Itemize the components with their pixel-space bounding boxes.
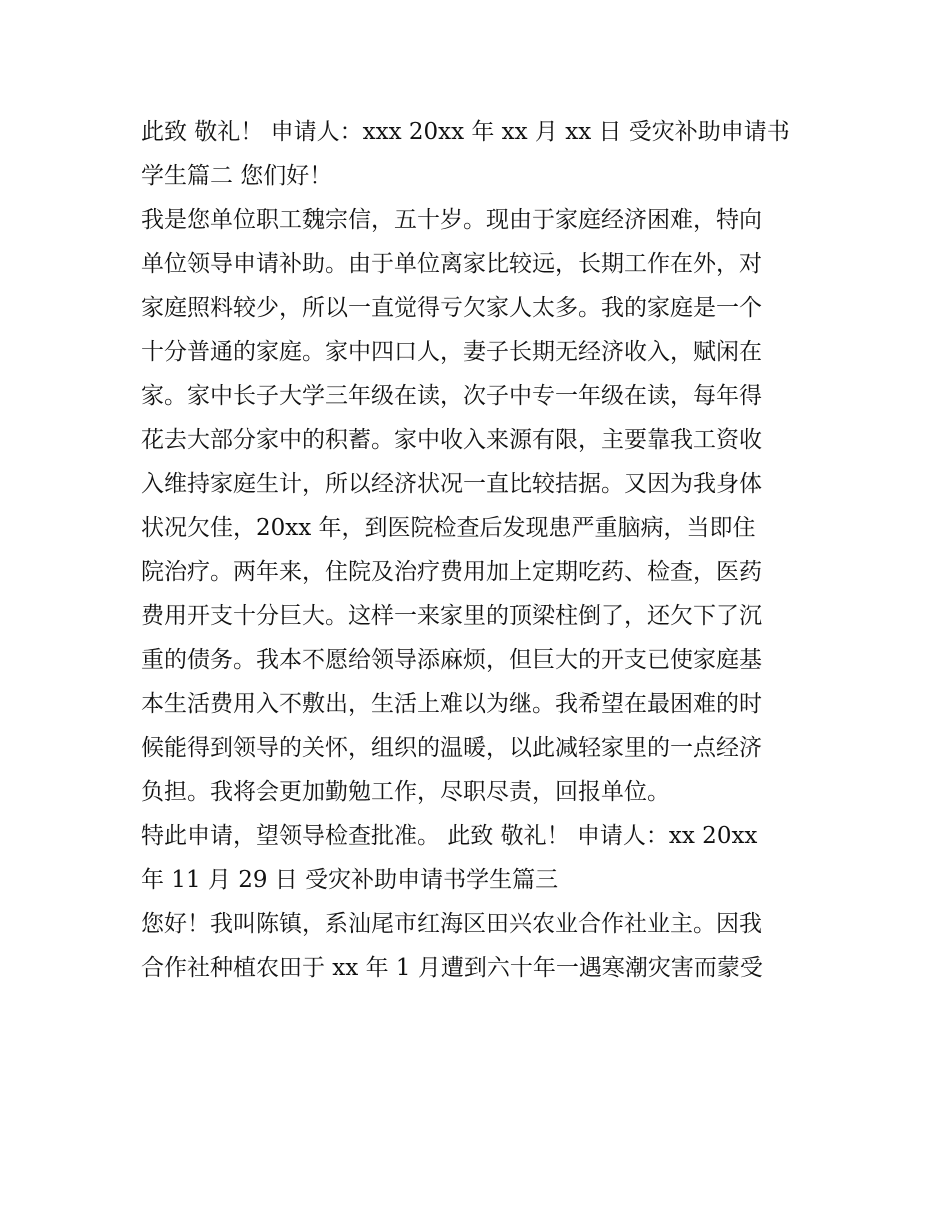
text-line: 家。家中长子大学三年级在读，次子中专一年级在读，每年得 bbox=[141, 383, 762, 409]
text-line: 学生篇二 您们好！ bbox=[141, 163, 333, 189]
text-line: 我是您单位职工魏宗信，五十岁。现由于家庭经济困难，特向 bbox=[141, 207, 762, 233]
text-line: 此致 敬礼！ 申请人：xxx 20xx 年 xx 月 xx 日 受灾补助申请书 bbox=[141, 119, 790, 145]
text-line: 入维持家庭生计，所以经济状况一直比较拮据。又因为我身体 bbox=[141, 471, 762, 497]
text-line: 负担。我将会更加勤勉工作，尽职尽责，回报单位。 bbox=[141, 779, 670, 805]
text-line: 候能得到领导的关怀，组织的温暖，以此减轻家里的一点经济 bbox=[141, 735, 762, 761]
text-line: 合作社种植农田于 xx 年 1 月遭到六十年一遇寒潮灾害而蒙受 bbox=[141, 955, 763, 981]
text-line: 十分普通的家庭。家中四口人，妻子长期无经济收入，赋闲在 bbox=[141, 339, 762, 365]
text-line: 年 11 月 29 日 受灾补助申请书学生篇三 bbox=[141, 867, 559, 893]
text-line: 您好！我叫陈镇，系汕尾市红海区田兴农业合作社业主。因我 bbox=[141, 911, 762, 937]
document-body bbox=[141, 110, 821, 990]
text-line: 院治疗。两年来，住院及治疗费用加上定期吃药、检查，医药 bbox=[141, 559, 762, 585]
text-line: 花去大部分家中的积蓄。家中收入来源有限，主要靠我工资收 bbox=[141, 427, 762, 453]
text-line: 状况欠佳，20xx 年，到医院检查后发现患严重脑病，当即住 bbox=[141, 515, 756, 541]
text-line: 费用开支十分巨大。这样一来家里的顶梁柱倒了，还欠下了沉 bbox=[141, 603, 762, 629]
text-line: 本生活费用入不敷出，生活上难以为继。我希望在最困难的时 bbox=[141, 691, 762, 717]
text-line: 重的债务。我本不愿给领导添麻烦，但巨大的开支已使家庭基 bbox=[141, 647, 762, 673]
text-line: 家庭照料较少，所以一直觉得亏欠家人太多。我的家庭是一个 bbox=[141, 295, 762, 321]
text-line: 特此申请，望领导检查批准。 此致 敬礼！ 申请人：xx 20xx bbox=[141, 823, 758, 849]
text-line: 单位领导申请补助。由于单位离家比较远，长期工作在外，对 bbox=[141, 251, 762, 277]
